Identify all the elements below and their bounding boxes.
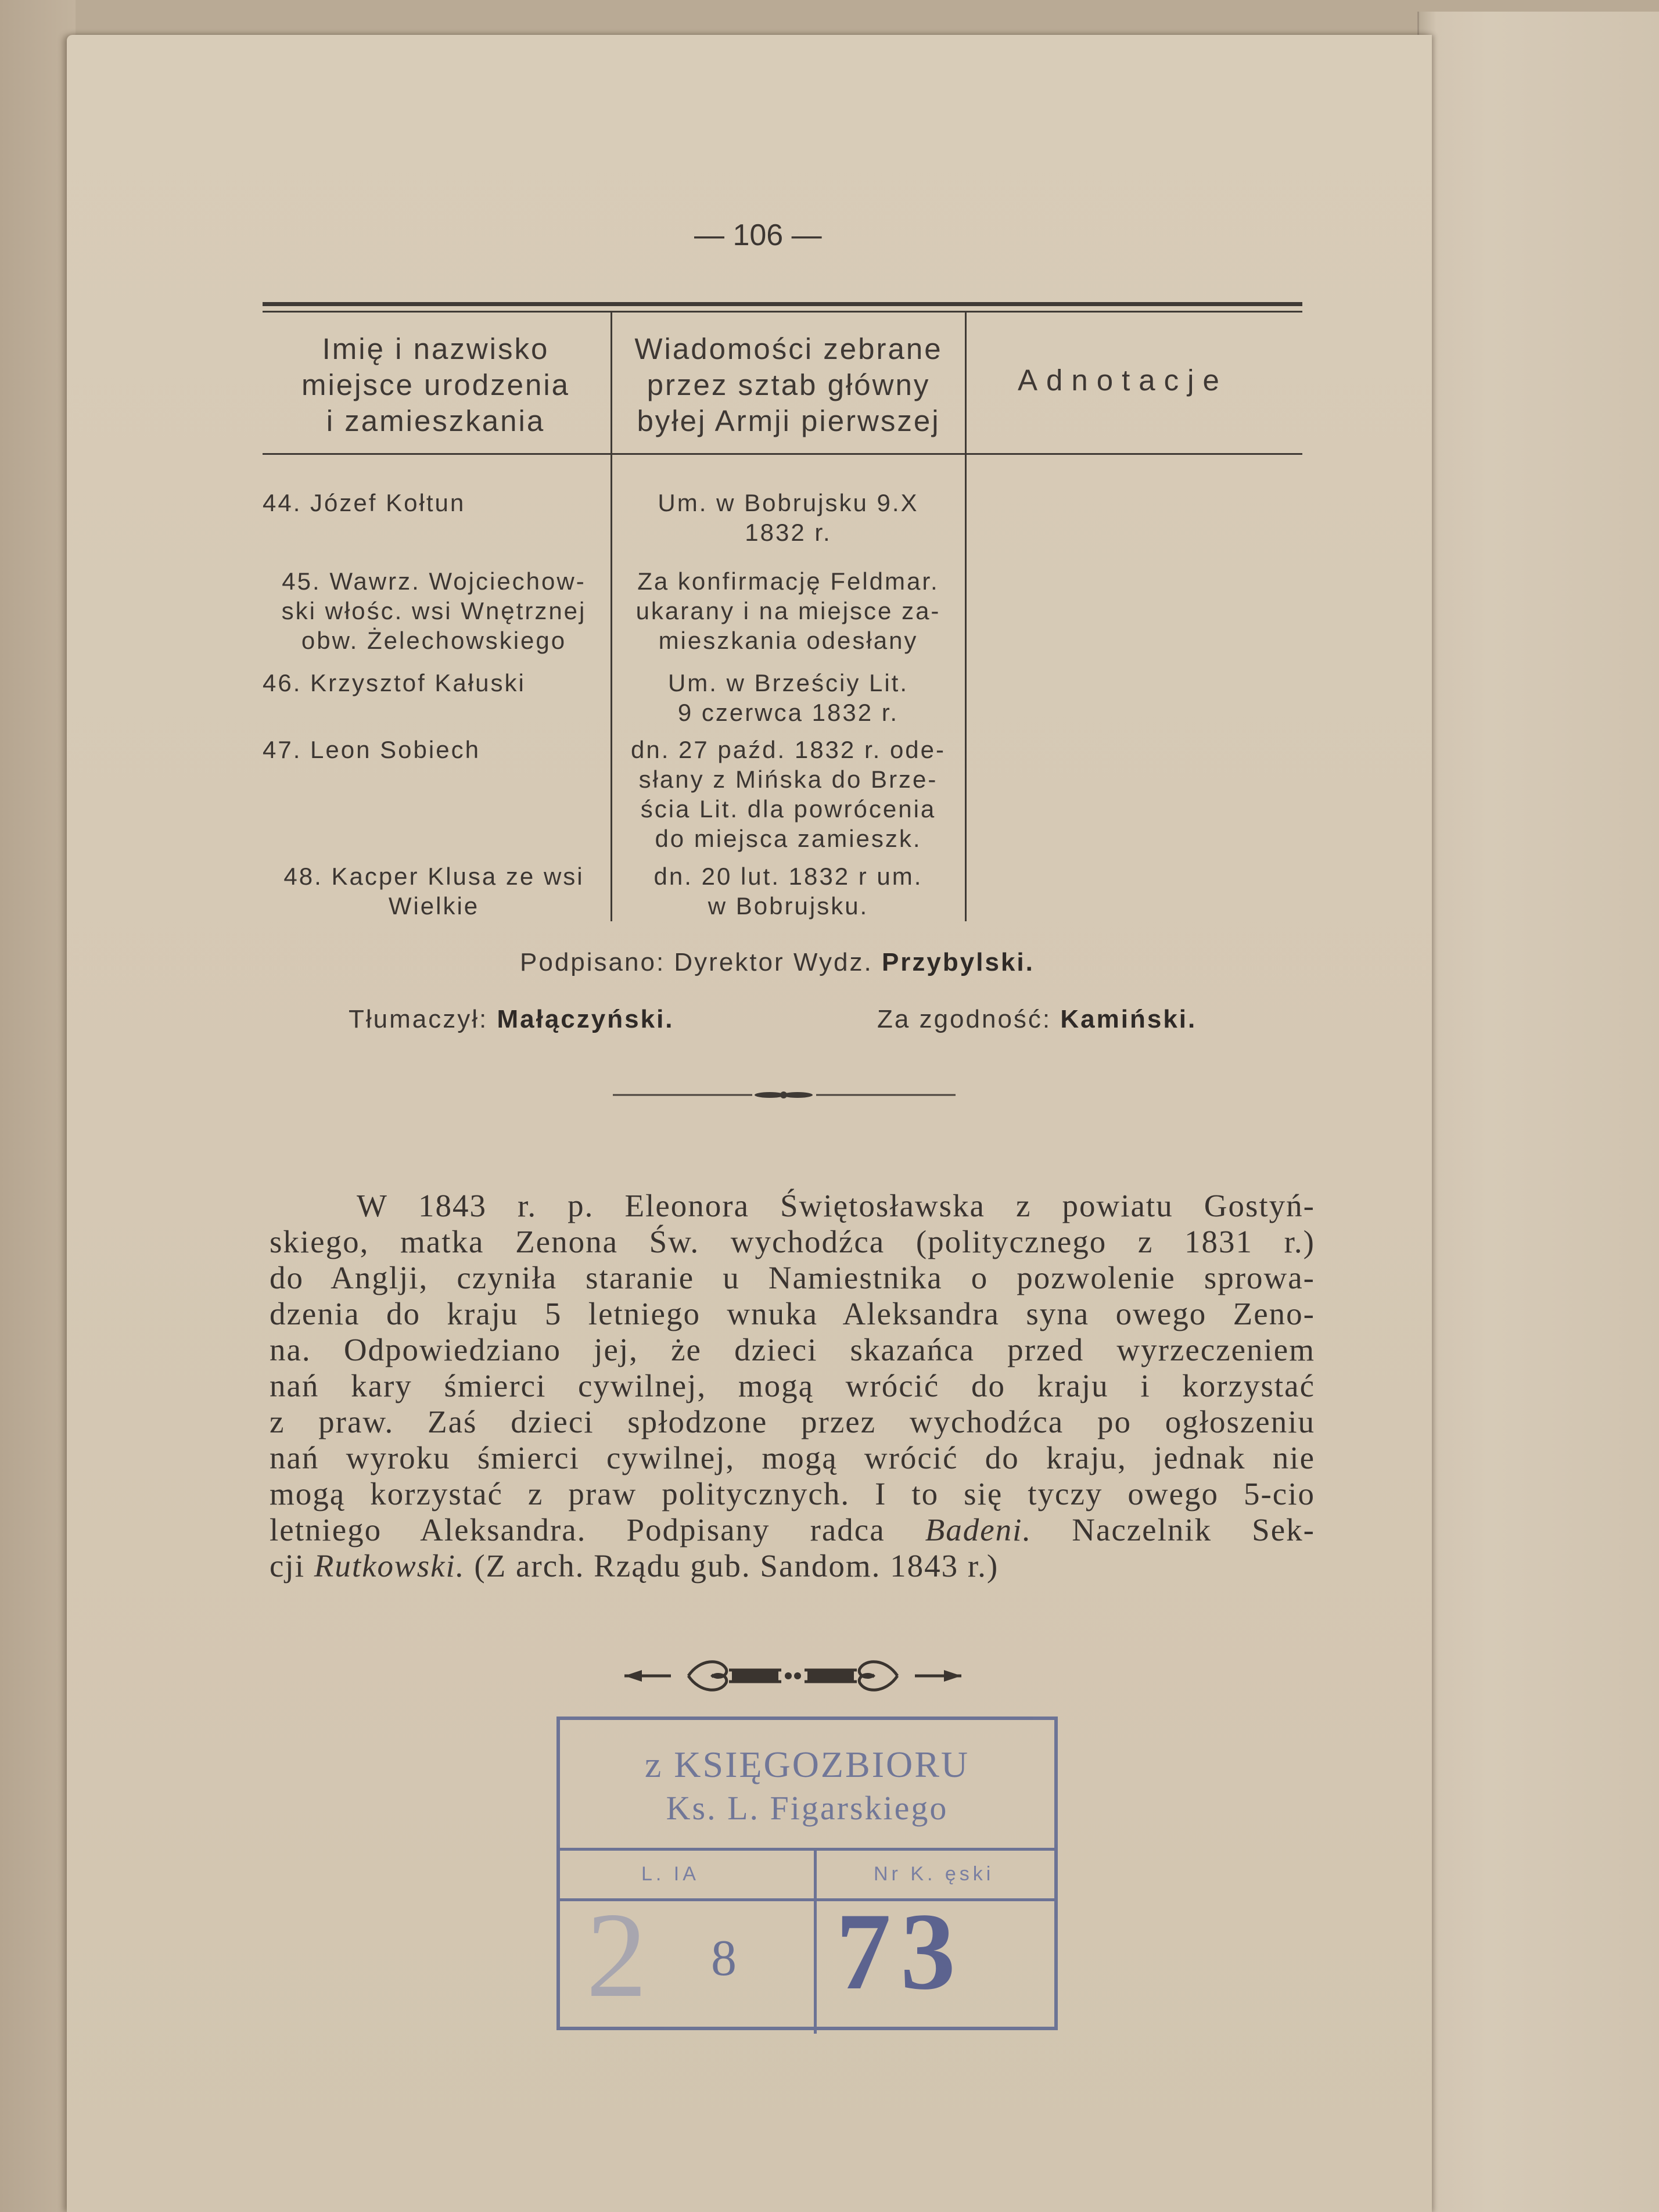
paragraph-line: z praw. Zaś dzieci spłodzone przez wychodźca po ogłoszeniu <box>270 1404 1315 1439</box>
signature-translator: Tłumaczył: Małączyński. <box>349 1005 674 1033</box>
table-row-47-name: 47. Leon Sobiech <box>263 736 480 763</box>
signature-director: Podpisano: Dyrektor Wydz. Przybylski. <box>520 948 1035 976</box>
stamp-handwritten-digit: 2 <box>586 1888 647 2023</box>
library-stamp <box>556 1717 1058 2030</box>
table-row-46-name: 46. Krzysztof Kałuski <box>263 669 526 696</box>
table-row-47-info: dn. 27 paźd. 1832 r. ode- słany z Mińska do Brze- ścia Lit. dla powrócenia do miejsca zamieszk. <box>630 736 946 852</box>
paragraph-line: W 1843 r. p. Eleonora Świętosławska z powiatu Gostyń- <box>357 1188 1315 1223</box>
table-row-46-info: Um. w Brześciy Lit. 9 czerwca 1832 r. <box>667 669 909 726</box>
table-row-48-info: dn. 20 lut. 1832 r um. w Bobrujsku. <box>653 863 923 920</box>
table-top-rule-thin <box>263 311 1302 313</box>
table-row-45-info: Za konfirmację Feldmar. ukarany i na miejsce za- mieszkania odesłany <box>635 568 941 654</box>
stamp-left-label: L. IA <box>641 1863 699 1885</box>
column-divider-2 <box>965 313 967 921</box>
stamp-right-number: 73 <box>836 1891 965 2013</box>
stamp-line-2: Ks. L. Figarskiego <box>666 1789 949 1827</box>
table-top-rule <box>263 302 1302 306</box>
header-info-column: Wiadomości zebrane przez sztab główny byłej Armji pierwszej <box>634 332 943 437</box>
table-row-48-name: 48. Kacper Klusa ze wsi Wielkie <box>283 863 584 920</box>
header-name-column: Imię i nazwisko miejsce urodzenia i zamieszkania <box>301 332 570 437</box>
paragraph-line: mogą korzystać z praw politycznych. I to się tyczy owego 5-cio <box>270 1476 1315 1511</box>
table-header-rule <box>263 453 1302 455</box>
signature-conformity: Za zgodność: Kamiński. <box>877 1005 1197 1033</box>
paragraph-line: skiego, matka Zenona Św. wychodźca (politycznego z 1831 r.) <box>270 1224 1315 1259</box>
body-paragraph <box>270 1188 1315 1584</box>
table-row-44-info: Um. w Bobrujsku 9.X 1832 r. <box>658 489 919 546</box>
column-divider-1 <box>611 313 612 921</box>
header-notes-column: Adnotacje <box>1018 364 1228 397</box>
page-number: — 106 — <box>694 218 822 252</box>
table-row-44-name: 44. Józef Kołtun <box>263 489 466 516</box>
paragraph-line: cji Rutkowski. (Z arch. Rządu gub. Sandom. 1843 r.) <box>270 1548 999 1583</box>
stamp-line-1: z KSIĘGOZBIORU <box>644 1744 970 1785</box>
paragraph-line: na. Odpowiedziano jej, że dzieci skazańca przed wyrzeczeniem <box>270 1332 1315 1367</box>
ornament-vignette <box>619 1653 967 1699</box>
table-row-45-name: 45. Wawrz. Wojciechow- ski włośc. wsi Wnętrznej obw. Żelechowskiego <box>281 568 587 654</box>
stamp-divider <box>814 1848 817 2034</box>
paragraph-line: letniego Aleksandra. Podpisany radca Badeni. Naczelnik Sek- <box>270 1512 1315 1547</box>
stamp-left-number: 8 <box>711 1930 737 1987</box>
paragraph-line: dzenia do kraju 5 letniego wnuka Aleksandra syna owego Zeno- <box>270 1296 1315 1331</box>
paragraph-line: nań kary śmierci cywilnej, mogą wrócić do kraju i korzystać <box>270 1368 1315 1403</box>
facing-page <box>1417 12 1659 2212</box>
stamp-right-label: Nr K. ęski <box>874 1863 994 1885</box>
stamp-rule-1 <box>560 1848 1054 1851</box>
desk-background <box>0 0 76 2212</box>
paragraph-line: nań wyroku śmierci cywilnej, mogą wrócić do kraju, jednak nie <box>270 1440 1315 1475</box>
paragraph-line: do Anglji, czyniła staranie u Namiestnika o pozwolenie sprowa- <box>270 1260 1315 1295</box>
section-divider <box>613 1086 956 1104</box>
